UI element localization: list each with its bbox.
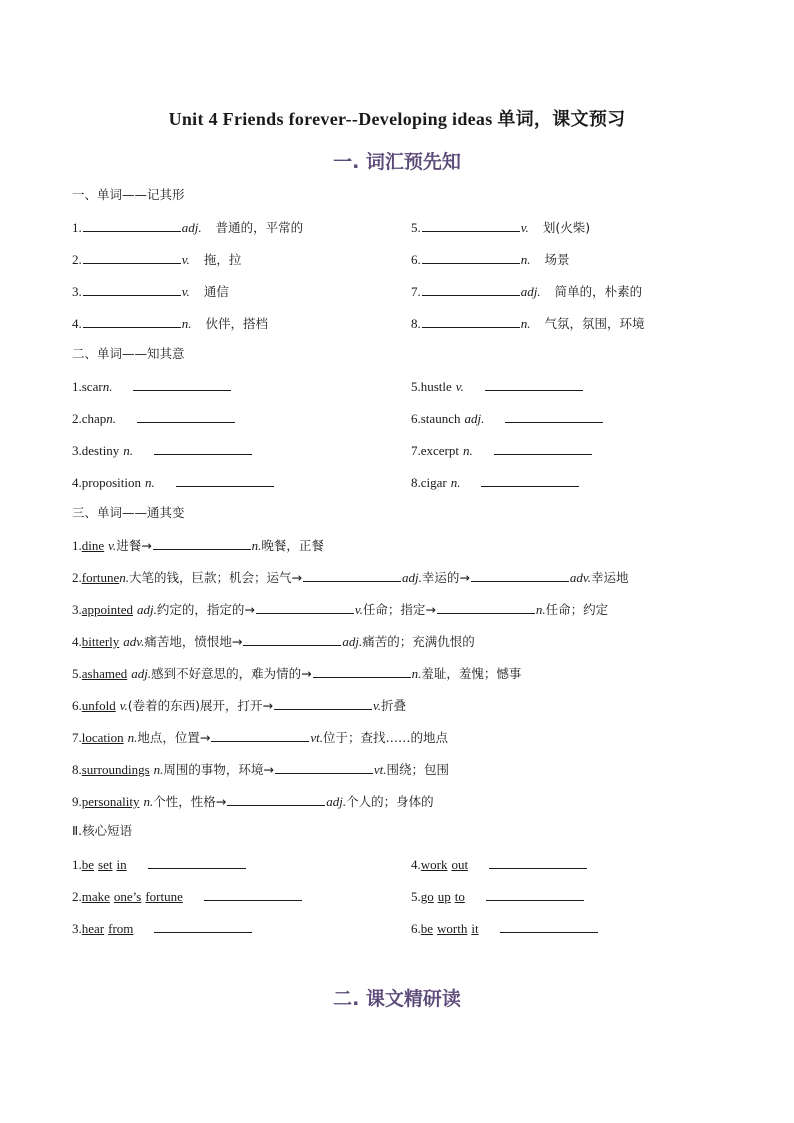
phrase-item: 2.make one’s fortune: [72, 888, 303, 905]
answer-blank[interactable]: [83, 251, 181, 264]
answer-blank[interactable]: [500, 920, 598, 933]
answer-blank[interactable]: [204, 888, 302, 901]
answer-blank[interactable]: [275, 761, 373, 774]
section-label: 词汇预先知: [365, 151, 461, 173]
answer-blank[interactable]: [489, 856, 587, 869]
phrase-item: 5.go up to: [411, 888, 585, 905]
section-label: 课文精研读: [365, 988, 461, 1010]
answer-blank[interactable]: [243, 633, 341, 646]
part3-item: 2.fortunen.大笔的钱，巨款；机会；运气→ adj.幸运的→ adv.幸运地: [72, 570, 629, 585]
part3-item: 1.dine v.进餐→ n.晚餐，正餐: [72, 538, 324, 553]
part2-item: 7.excerpt n.: [411, 442, 593, 459]
part3-item: 5.ashamed adj.感到不好意思的，难为情的→ n.羞耻，羞愧；憾事: [72, 666, 522, 681]
part1-item: 6. n. 场景: [411, 252, 570, 267]
answer-blank[interactable]: [211, 729, 309, 742]
answer-blank[interactable]: [437, 601, 535, 614]
section-heading-reading: [0, 984, 794, 1011]
page-title: Unit 4 Friends forever--Developing ideas 单词，课文预习: [168, 109, 626, 129]
answer-blank[interactable]: [133, 378, 231, 391]
part3-item: 6.unfold v.(卷着的东西)展开，打开→ v.折叠: [72, 698, 407, 713]
answer-blank[interactable]: [303, 569, 401, 582]
answer-blank[interactable]: [422, 315, 520, 328]
answer-blank[interactable]: [486, 888, 584, 901]
answer-blank[interactable]: [83, 219, 181, 232]
answer-blank[interactable]: [313, 665, 411, 678]
part1-item: 1. adj. 普通的，平常的: [72, 220, 304, 235]
part2-item: 1.scarn.: [72, 378, 232, 395]
part1-heading: 一、单词——记其形: [72, 187, 185, 202]
part1-item: 3. v. 通信: [72, 284, 229, 299]
phrase-item: 1.be set in: [72, 856, 247, 873]
answer-blank[interactable]: [83, 315, 181, 328]
answer-blank[interactable]: [137, 410, 235, 423]
answer-blank[interactable]: [505, 410, 603, 423]
part4-heading: Ⅱ.核心短语: [72, 823, 133, 838]
answer-blank[interactable]: [176, 474, 274, 487]
answer-blank[interactable]: [154, 920, 252, 933]
answer-blank[interactable]: [83, 283, 181, 296]
section-heading-vocabulary: [0, 147, 794, 174]
part2-item: 5.hustle v.: [411, 378, 584, 395]
answer-blank[interactable]: [227, 793, 325, 806]
answer-blank[interactable]: [148, 856, 246, 869]
section-number: 二.: [333, 988, 360, 1010]
answer-blank[interactable]: [485, 378, 583, 391]
answer-blank[interactable]: [256, 601, 354, 614]
part3-item: 4.bitterly adv.痛苦地，愤恨地→ adj.痛苦的；充满仇恨的: [72, 634, 475, 649]
answer-blank[interactable]: [422, 283, 520, 296]
part2-heading: 二、单词——知其意: [72, 346, 185, 361]
answer-blank[interactable]: [422, 251, 520, 264]
part3-item: 7.location n.地点，位置→ vt.位于；查找……的地点: [72, 730, 449, 745]
part3-item: 9.personality n.个性，性格→ adj.个人的；身体的: [72, 794, 434, 809]
answer-blank[interactable]: [153, 537, 251, 550]
part3-item: 3.appointed adj.约定的，指定的→ v.任命；指定→ n.任命；约定: [72, 602, 609, 617]
part1-item: 2. v. 拖，拉: [72, 252, 242, 267]
part1-item: 4. n. 伙伴，搭档: [72, 316, 269, 331]
section-number: 一.: [333, 151, 360, 173]
part2-item: 3.destiny n.: [72, 442, 253, 459]
part1-item: 8. n. 气氛，氛围，环境: [411, 316, 645, 331]
part3-heading: 三、单词——通其变: [72, 505, 185, 520]
answer-blank[interactable]: [481, 474, 579, 487]
part1-item: 7. adj. 简单的，朴素的: [411, 284, 643, 299]
part2-item: 6.staunch adj.: [411, 410, 604, 427]
part3-item: 8.surroundings n.周围的事物，环境→ vt.围绕；包围: [72, 762, 450, 777]
part1-item: 5. v. 划(火柴): [411, 220, 591, 235]
phrase-item: 3.hear from: [72, 920, 253, 937]
answer-blank[interactable]: [471, 569, 569, 582]
phrase-item: 6.be worth it: [411, 920, 599, 937]
part2-item: 2.chapn.: [72, 410, 236, 427]
phrase-item: 4.work out: [411, 856, 588, 873]
answer-blank[interactable]: [274, 697, 372, 710]
answer-blank[interactable]: [422, 219, 520, 232]
answer-blank[interactable]: [494, 442, 592, 455]
part2-item: 4.proposition n.: [72, 474, 275, 491]
part2-item: 8.cigar n.: [411, 474, 580, 491]
answer-blank[interactable]: [154, 442, 252, 455]
